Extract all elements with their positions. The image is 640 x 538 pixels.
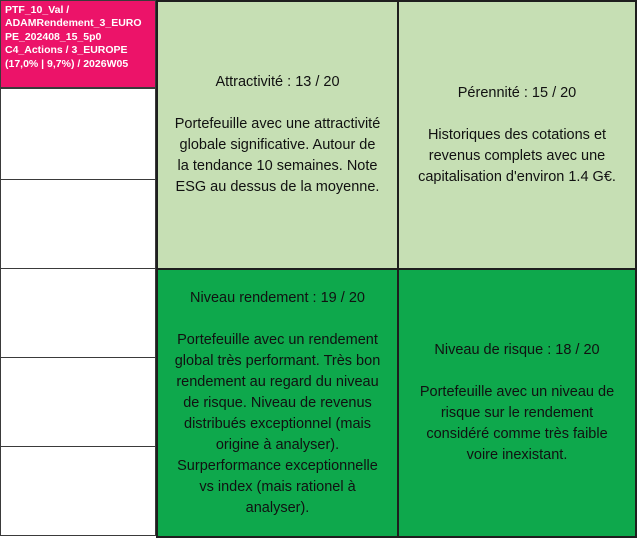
portfolio-title-line: PE_202408_15_5p0 (5, 30, 102, 43)
blank-cell (0, 179, 156, 269)
portfolio-title-line: PTF_10_Val / (5, 4, 70, 16)
blank-cell (0, 446, 156, 536)
portfolio-title-line: (17,0% | 9,7%) / 2026W05 (5, 57, 129, 70)
rendement-description: Portefeuille avec un rendement global très performant. Très bon rendement au regard du niveau de risque. Niveau de revenus distribués exceptionnel (mais origine à analyser). Surperformance exceptionnelle vs index (mais rationel à analyser). (174, 331, 381, 516)
rendement-heading: Niveau rendement : 19 / 20 (190, 289, 365, 306)
attractivite-heading: Attractivité : 13 / 20 (215, 74, 340, 90)
blank-cell (0, 357, 156, 447)
left-column (0, 0, 158, 538)
risque-heading: Niveau de risque : 18 / 20 (434, 342, 600, 358)
attractivite-cell (156, 0, 399, 270)
portfolio-title-cell (0, 0, 156, 88)
portfolio-title-line: ADAMRendement_3_EURO (5, 17, 142, 30)
rendement-cell (156, 268, 399, 538)
blank-cell (0, 268, 156, 358)
blank-cell (0, 88, 156, 180)
perennite-description: Historiques des cotations et revenus complets avec une capitalisation d'environ 1.4 G€. (418, 126, 616, 185)
portfolio-title-line: C4_Actions / 3_EUROPE (5, 44, 128, 57)
risque-description: Portefeuille avec un niveau de risque sur le rendement considéré comme très faible voire inexistant. (419, 384, 615, 463)
perennite-cell (397, 0, 637, 270)
risque-cell (397, 268, 637, 538)
perennite-heading: Pérennité : 15 / 20 (457, 84, 577, 101)
attractivite-description: Portefeuille avec une attractivité globale significative. Autour de la tendance 10 semaines. Note ESG au dessus de la moyenne. (174, 116, 381, 195)
